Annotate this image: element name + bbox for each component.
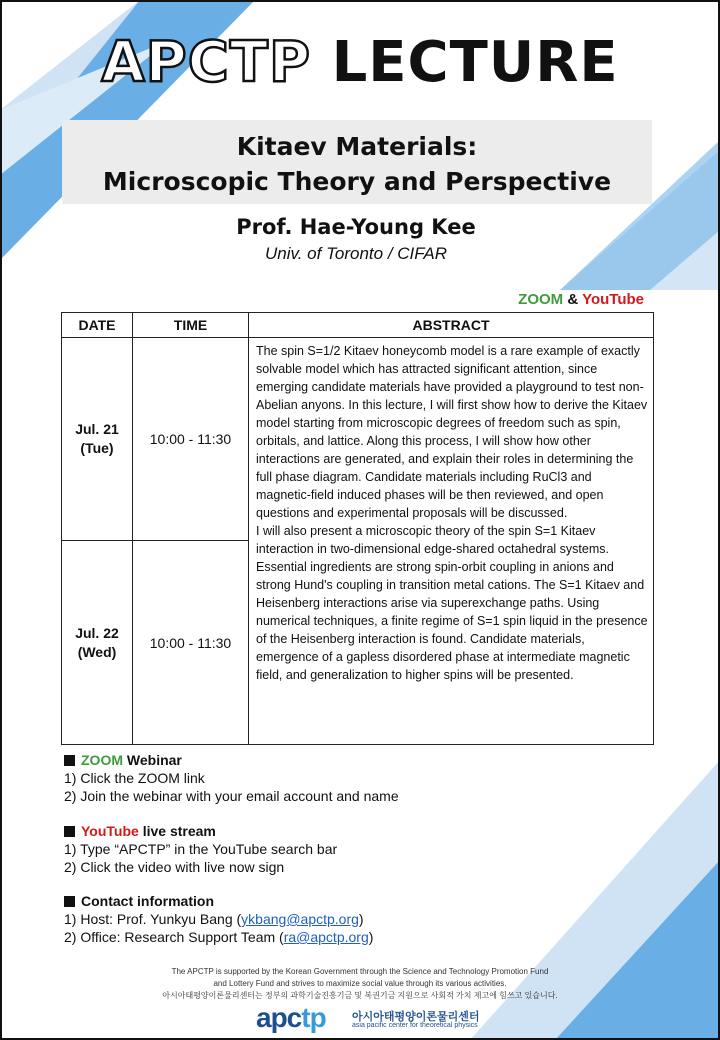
abstract-cell [249, 338, 654, 745]
speaker-affiliation: Univ. of Toronto / CIFAR [264, 244, 448, 263]
date-day: Jul. 21 [75, 421, 119, 437]
abstract-paragraph-2: I will also present a microscopic theory of the spin S=1 Kitaev interaction in two-dimensional edge-shared octahedral systems. Essential ingredients are strong spin-orbit coupling in anions and strong Hund's coupling in transition metal cations. The S=1 Kitaev and Heisenberg interactions arise via superexchange paths. Using numerical techniques, a finite regime of S=1 spin liquid in the presence of the Heisenberg interaction is found. Candidate materials, emergence of a gapless disordered phase at intermediate magnetic field, and generalization to higher spins will be presented. [256, 524, 648, 682]
table-header-row [62, 313, 654, 338]
youtube-section [64, 822, 337, 876]
logo-korean-name: 아시아태평양이론물리센터 [352, 1011, 480, 1023]
contact-section [64, 892, 373, 946]
host-email-link[interactable]: ykbang@apctp.org [241, 911, 359, 927]
platform-amp: & [563, 291, 583, 308]
youtube-step-1: 1) Type “APCTP” in the YouTube search bar [64, 841, 338, 857]
schedule-table [61, 312, 654, 745]
abstract-paragraph-1: The spin S=1/2 Kitaev honeycomb model is a rare example of exactly solvable model which has attracted significant attention, since emerging candidate materials have provided a playground to test non-Abelian anyons. In this lecture, I will first show how to derive the Kitaev model starting from microscopic degrees of freedom such as spin, orbitals, and lattice. Along this process, I will show how other interactions are generated, and explain their roles in determining the full phase diagram. Candidate materials including RuCl3 and magnetic-field induced phases will be then reviewed, and open questions and experimental proposals will be discussed. [256, 344, 648, 520]
time-cell: 10:00 - 11:30 [133, 541, 249, 745]
time-cell: 10:00 - 11:30 [133, 338, 249, 541]
apctp-logo: apctp [256, 1002, 326, 1033]
header-abstract: ABSTRACT [249, 313, 654, 338]
title-lecture: LECTURE [331, 30, 619, 95]
header-time: TIME [133, 313, 249, 338]
footer-line-3: 아시아태평양이론물리센터는 정부의 과학기술진흥기금 및 복권기금 지원으로 사회적 가치 제고에 힘쓰고 있습니다. [162, 991, 558, 1000]
date-day: Jul. 22 [75, 624, 119, 641]
table-row [62, 338, 654, 541]
footer-notice [0, 966, 720, 1002]
speaker-name: Prof. Hae-Young Kee [236, 215, 476, 239]
contact-office: 2) Office: Research Support Team (ra@apctp.org) [64, 929, 374, 945]
contact-heading: Contact information [64, 892, 373, 910]
lecture-title-line1: Kitaev Materials: [236, 132, 478, 161]
logo-english-name: asia pacific center for theoretical physics [352, 1022, 478, 1029]
zoom-step-1: 1) Click the ZOOM link [64, 770, 205, 786]
zoom-heading: ZOOM Webinar [64, 751, 399, 769]
bullet-square-icon [64, 896, 75, 907]
date-weekday: (Wed) [77, 643, 117, 660]
date-cell [62, 338, 133, 541]
platform-zoom: ZOOM [518, 291, 564, 308]
zoom-section [64, 751, 399, 805]
bullet-square-icon [64, 755, 75, 766]
platform-label [518, 291, 644, 308]
zoom-step-2: 2) Join the webinar with your email account and name [64, 788, 399, 804]
header-date: DATE [62, 313, 133, 338]
contact-host: 1) Host: Prof. Yunkyu Bang (ykbang@apctp.org) [64, 911, 364, 927]
date-weekday: (Tue) [80, 440, 114, 456]
bullet-square-icon [64, 826, 75, 837]
platform-youtube: YouTube [582, 291, 644, 308]
title-apctp: APCTP [101, 30, 312, 95]
footer-line-1: The APCTP is supported by the Korean Government through the Science and Technology Promotion Fund [171, 967, 549, 976]
lecture-title-line2: Microscopic Theory and Perspective [102, 167, 612, 196]
youtube-step-2: 2) Click the video with live now sign [64, 859, 285, 875]
footer-line-2: and Lottery Fund and strives to maximize social value through its various activities. [213, 979, 507, 988]
date-cell [62, 541, 133, 745]
lecture-title-box [62, 120, 652, 204]
poster-title [0, 30, 720, 95]
youtube-heading: YouTube live stream [64, 822, 337, 840]
office-email-link[interactable]: ra@apctp.org [283, 929, 369, 945]
